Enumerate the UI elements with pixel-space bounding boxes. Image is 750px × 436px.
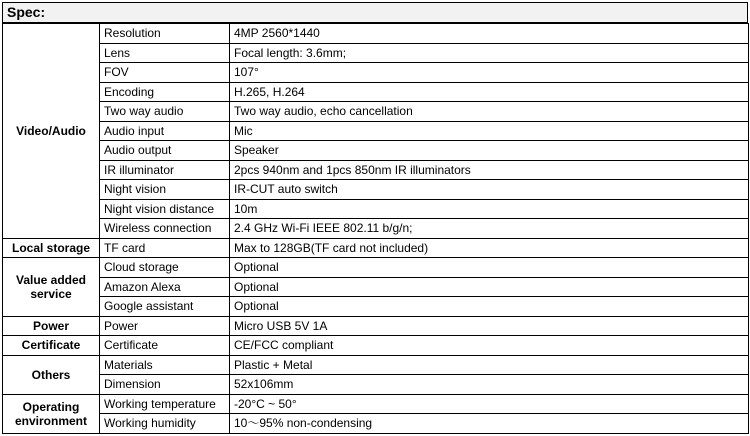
spec-value-cell: Two way audio, echo cancellation	[230, 102, 749, 122]
spec-label-cell: Lens	[100, 43, 230, 63]
table-row	[3, 297, 749, 317]
category-cell: Operating environment	[3, 394, 100, 433]
spec-value-cell: 10m	[230, 199, 749, 219]
table-row	[3, 121, 749, 141]
spec-label-cell: IR illuminator	[100, 160, 230, 180]
table-row	[3, 160, 749, 180]
spec-label-cell: Wireless connection	[100, 219, 230, 239]
table-row	[3, 24, 749, 44]
category-cell: Video/Audio	[3, 24, 100, 239]
table-row	[3, 141, 749, 161]
table-row	[3, 414, 749, 434]
spec-label-cell: FOV	[100, 63, 230, 83]
spec-value-cell: 2.4 GHz Wi-Fi IEEE 802.11 b/g/n;	[230, 219, 749, 239]
category-cell: Certificate	[3, 336, 100, 356]
table-row	[3, 199, 749, 219]
spec-value-cell: H.265, H.264	[230, 82, 749, 102]
spec-label-cell: Power	[100, 316, 230, 336]
category-cell: Local storage	[3, 238, 100, 258]
spec-label-cell: Google assistant	[100, 297, 230, 317]
spec-table	[2, 23, 749, 434]
spec-value-cell: Speaker	[230, 141, 749, 161]
spec-label-cell: Audio input	[100, 121, 230, 141]
table-row	[3, 102, 749, 122]
spec-value-cell: -20°C ~ 50°	[230, 394, 749, 414]
spec-value-cell: Focal length: 3.6mm;	[230, 43, 749, 63]
spec-title: Spec:	[2, 2, 748, 23]
spec-label-cell: Dimension	[100, 375, 230, 395]
spec-label-cell: Amazon Alexa	[100, 277, 230, 297]
category-cell: Power	[3, 316, 100, 336]
table-row	[3, 336, 749, 356]
table-row	[3, 63, 749, 83]
spec-sheet	[2, 2, 748, 432]
table-row	[3, 180, 749, 200]
spec-value-cell: IR-CUT auto switch	[230, 180, 749, 200]
spec-label-cell: Working humidity	[100, 414, 230, 434]
spec-label-cell: Encoding	[100, 82, 230, 102]
spec-label-cell: Certificate	[100, 336, 230, 356]
table-row	[3, 43, 749, 63]
spec-label-cell: Audio output	[100, 141, 230, 161]
spec-label-cell: Night vision distance	[100, 199, 230, 219]
table-row	[3, 82, 749, 102]
spec-value-cell: Mic	[230, 121, 749, 141]
table-row	[3, 238, 749, 258]
spec-value-cell: Plastic + Metal	[230, 355, 749, 375]
spec-value-cell: 2pcs 940nm and 1pcs 850nm IR illuminators	[230, 160, 749, 180]
spec-label-cell: Working temperature	[100, 394, 230, 414]
spec-label-cell: Resolution	[100, 24, 230, 44]
spec-label-cell: Two way audio	[100, 102, 230, 122]
spec-label-cell: Materials	[100, 355, 230, 375]
spec-label-cell: Cloud storage	[100, 258, 230, 278]
spec-value-cell: 4MP 2560*1440	[230, 24, 749, 44]
spec-value-cell: Optional	[230, 258, 749, 278]
spec-value-cell: Optional	[230, 277, 749, 297]
table-row	[3, 375, 749, 395]
table-row	[3, 394, 749, 414]
spec-value-cell: 107°	[230, 63, 749, 83]
table-row	[3, 258, 749, 278]
category-cell: Others	[3, 355, 100, 394]
spec-value-cell: 52x106mm	[230, 375, 749, 395]
table-row	[3, 316, 749, 336]
table-row	[3, 219, 749, 239]
spec-value-cell: Max to 128GB(TF card not included)	[230, 238, 749, 258]
spec-label-cell: TF card	[100, 238, 230, 258]
category-cell: Value added service	[3, 258, 100, 317]
table-row	[3, 277, 749, 297]
spec-value-cell: 10～95% non-condensing	[230, 414, 749, 434]
spec-value-cell: Optional	[230, 297, 749, 317]
spec-label-cell: Night vision	[100, 180, 230, 200]
spec-value-cell: Micro USB 5V 1A	[230, 316, 749, 336]
spec-value-cell: CE/FCC compliant	[230, 336, 749, 356]
table-row	[3, 355, 749, 375]
